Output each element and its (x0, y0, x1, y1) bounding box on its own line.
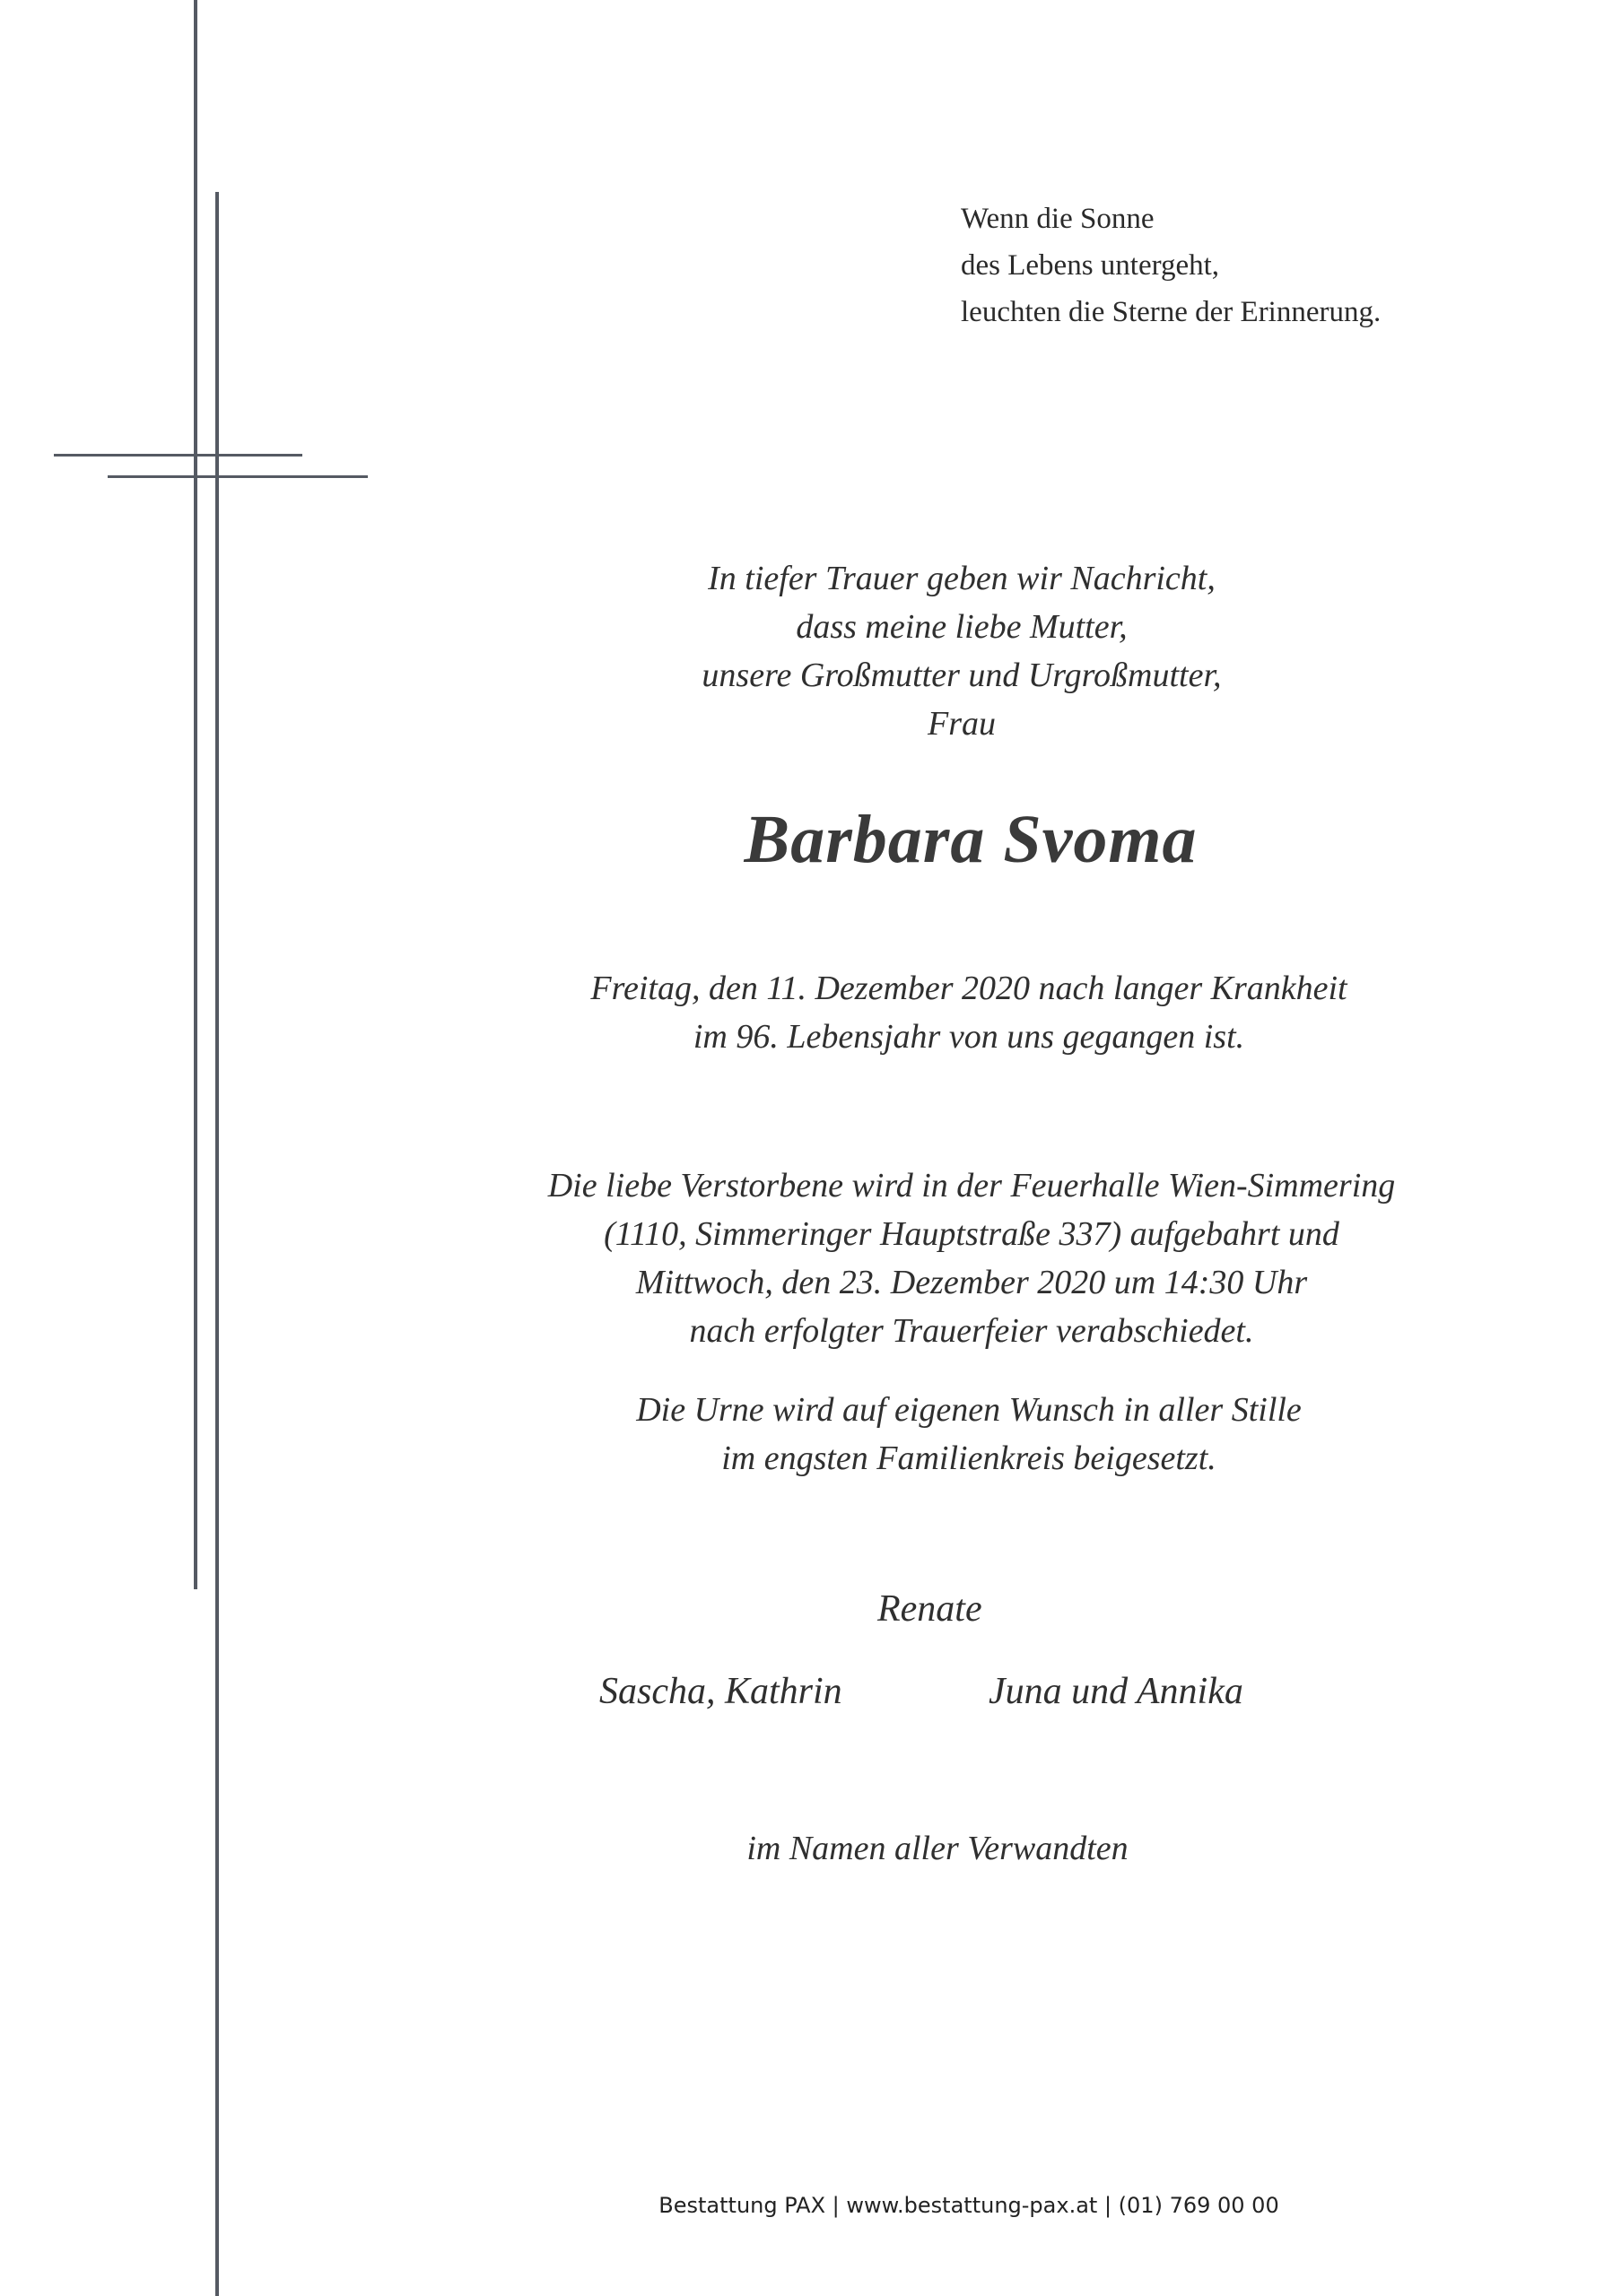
closing (0, 1824, 1604, 1873)
announcement-line: dass meine liebe Mutter, (796, 608, 1128, 646)
burial-info (0, 1386, 1604, 1483)
announcement-line: In tiefer Trauer geben wir Nachricht, (708, 560, 1216, 597)
closing-line: im Namen aller Verwandten (746, 1830, 1129, 1867)
family-left: Sascha, Kathrin (599, 1671, 842, 1712)
footer: Bestattung PAX | www.bestattung-pax.at | (01) 769 00 00 (658, 2193, 1279, 2218)
announcement-line: unsere Großmutter und Urgroßmutter, (702, 657, 1222, 694)
family-right: Juna und Annika (989, 1671, 1243, 1712)
family-first: Renate (877, 1588, 982, 1630)
announcement-line: Frau (928, 705, 996, 743)
ceremony-line: nach erfolgter Trauerfeier verabschiedet. (689, 1312, 1254, 1350)
quote-line: des Lebens untergeht, (961, 249, 1220, 282)
ceremony-line: Die liebe Verstorbene wird in der Feuerhalle Wien-Simmering (547, 1167, 1396, 1205)
death-info-line: Freitag, den 11. Dezember 2020 nach langer Krankheit (590, 970, 1347, 1007)
quote-line: leuchten die Sterne der Erinnerung. (961, 296, 1382, 328)
deceased-name: Barbara Svoma (744, 802, 1198, 877)
cross-horizontal-upper (54, 454, 302, 457)
ceremony-line: (1110, Simmeringer Hauptstraße 337) aufgebahrt und (604, 1215, 1339, 1253)
death-info (0, 964, 1604, 1061)
cross-horizontal-lower (108, 475, 368, 478)
announcement (0, 554, 1604, 748)
quote (961, 196, 1381, 335)
ceremony-line: Mittwoch, den 23. Dezember 2020 um 14:30 Uhr (635, 1264, 1308, 1301)
quote-line: Wenn die Sonne (961, 203, 1155, 235)
burial-line: Die Urne wird auf eigenen Wunsch in aller Stille (636, 1391, 1302, 1429)
burial-line: im engsten Familienkreis beigesetzt. (721, 1439, 1216, 1477)
ceremony-info (0, 1161, 1604, 1355)
death-info-line: im 96. Lebensjahr von uns gegangen ist. (693, 1018, 1245, 1056)
